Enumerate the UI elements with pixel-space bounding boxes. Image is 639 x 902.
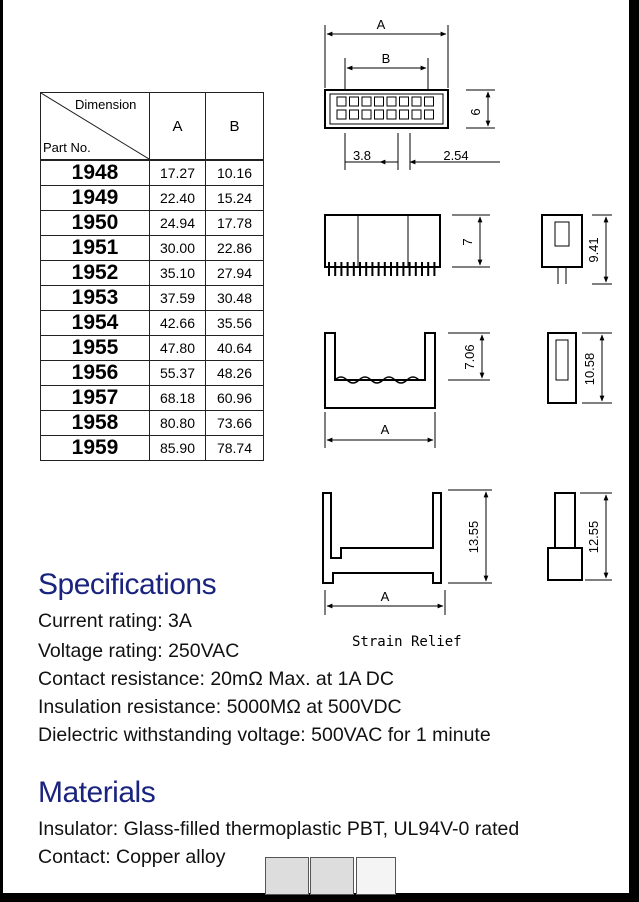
contact-pins: [328, 262, 435, 276]
contact-pin: [402, 262, 404, 276]
contact-slot: [387, 97, 396, 106]
part-number-cell: 1955: [41, 336, 150, 361]
spec-line-4: Insulation resistance: 5000MΩ at 500VDC: [38, 696, 402, 718]
dimension-b-cell: 40.64: [206, 336, 264, 361]
dimension-a-cell: 30.00: [150, 236, 206, 261]
table-row: [41, 386, 264, 411]
dimension-a-cell: 17.27: [150, 160, 206, 186]
contact-slot: [400, 97, 409, 106]
part-number-cell: 1956: [41, 361, 150, 386]
part-number-cell: 1954: [41, 311, 150, 336]
dimension-b-cell: 73.66: [206, 411, 264, 436]
contact-pin: [328, 262, 330, 276]
dim-label-b-top: B: [381, 51, 391, 66]
spec-line-1: Current rating: 3A: [38, 610, 192, 632]
connector-drawing: [300, 10, 620, 640]
strain-relief-side: [555, 493, 575, 548]
dimension-b-cell: 10.16: [206, 160, 264, 186]
header-part-label: Part No.: [43, 140, 91, 155]
part-number-cell: 1953: [41, 286, 150, 311]
contact-pin: [365, 262, 367, 276]
part-number-cell: 1950: [41, 211, 150, 236]
contact-pin: [347, 262, 349, 276]
contact-pin: [378, 262, 380, 276]
header-a: A: [150, 93, 206, 161]
contact-pin: [421, 262, 423, 276]
product-thumbnail-2[interactable]: [310, 857, 354, 895]
spec-line-3: Contact resistance: 20mΩ Max. at 1A DC: [38, 668, 394, 690]
contact-pin: [384, 262, 386, 276]
contact-pin: [340, 262, 342, 276]
table-row: [41, 436, 264, 461]
side-view-body: [542, 215, 582, 267]
materials-title: Materials: [38, 776, 156, 809]
dim-label-6: 6: [468, 108, 483, 116]
dimension-b-cell: 27.94: [206, 261, 264, 286]
table-row: [41, 236, 264, 261]
part-number-cell: 1959: [41, 436, 150, 461]
dimension-a-cell: 47.80: [150, 336, 206, 361]
front-view-body: [325, 215, 440, 267]
table-row: [41, 361, 264, 386]
contact-pin: [390, 262, 392, 276]
dimension-a-cell: 22.40: [150, 186, 206, 211]
dimension-a-cell: 37.59: [150, 286, 206, 311]
contact-slot: [362, 110, 371, 119]
strain-relief-caption: Strain Relief: [352, 634, 462, 650]
cover-view-body: [325, 333, 435, 408]
dimension-b-cell: 15.24: [206, 186, 264, 211]
dimension-b-cell: 35.56: [206, 311, 264, 336]
contact-pin: [396, 262, 398, 276]
contact-slot: [400, 110, 409, 119]
dim-label-10-58: 10.58: [582, 352, 597, 386]
contact-slot: [387, 110, 396, 119]
dimension-b-cell: 78.74: [206, 436, 264, 461]
dim-label-a-top: A: [376, 17, 386, 32]
materials-line-2: Contact: Copper alloy: [38, 846, 226, 868]
part-number-cell: 1948: [41, 160, 150, 186]
frame-left-border: [0, 0, 3, 902]
contact-slot: [375, 97, 384, 106]
table-row: [41, 286, 264, 311]
table-row: [41, 211, 264, 236]
contact-pin: [433, 262, 435, 276]
table-row: [41, 160, 264, 186]
table-header-row: [41, 93, 264, 161]
specifications-title: Specifications: [38, 568, 217, 601]
contact-pin: [427, 262, 429, 276]
contact-slot: [337, 110, 346, 119]
contact-slot: [412, 110, 421, 119]
dimension-table: [40, 92, 264, 461]
materials-line-1: Insulator: Glass-filled thermoplastic PBT, UL94V-0 rated: [38, 818, 520, 840]
dim-label-a-cover: A: [380, 422, 390, 437]
header-dimension-label: Dimension: [75, 97, 137, 112]
part-number-cell: 1951: [41, 236, 150, 261]
dimension-b-cell: 60.96: [206, 386, 264, 411]
dimension-a-cell: 68.18: [150, 386, 206, 411]
spec-line-5: Dielectric withstanding voltage: 500VAC for 1 minute: [38, 724, 491, 746]
dim-label-12-55: 12.55: [586, 520, 601, 554]
dimension-a-cell: 24.94: [150, 211, 206, 236]
dimension-a-cell: 42.66: [150, 311, 206, 336]
contact-pin: [409, 262, 411, 276]
spec-line-2: Voltage rating: 250VAC: [38, 640, 240, 662]
dim-label-3-8: 3.8: [352, 148, 372, 163]
contact-slot: [425, 110, 434, 119]
table-row: [41, 186, 264, 211]
contact-slot: [350, 110, 359, 119]
dim-label-9-41: 9.41: [586, 237, 601, 263]
product-thumbnail-1[interactable]: [265, 857, 309, 895]
dimension-b-cell: 22.86: [206, 236, 264, 261]
dim-label-13-55: 13.55: [466, 520, 481, 554]
strain-relief-body: [323, 493, 441, 583]
contact-slot: [337, 97, 346, 106]
contact-pin: [353, 262, 355, 276]
dimension-a-cell: 80.80: [150, 411, 206, 436]
contact-pin: [359, 262, 361, 276]
dim-label-7: 7: [460, 238, 475, 246]
dim-label-a-strain: A: [380, 589, 390, 604]
dimension-b-cell: 48.26: [206, 361, 264, 386]
table-row: [41, 336, 264, 361]
contact-pin: [371, 262, 373, 276]
dimension-b-cell: 17.78: [206, 211, 264, 236]
product-thumbnail-3[interactable]: [356, 857, 396, 895]
contact-slot: [362, 97, 371, 106]
cover-side-body: [548, 333, 576, 403]
top-view-body: [325, 90, 448, 128]
contact-slot: [375, 110, 384, 119]
part-number-cell: 1952: [41, 261, 150, 286]
part-number-cell: 1957: [41, 386, 150, 411]
part-number-cell: 1958: [41, 411, 150, 436]
contact-slot: [350, 97, 359, 106]
table-row: [41, 261, 264, 286]
table-row: [41, 311, 264, 336]
contact-slots: [337, 97, 434, 119]
dim-label-2-54: 2.54: [443, 148, 469, 163]
dim-label-7-06: 7.06: [462, 344, 477, 370]
table-row: [41, 411, 264, 436]
part-number-cell: 1949: [41, 186, 150, 211]
header-b: B: [206, 93, 264, 161]
frame-right-border: [629, 0, 639, 902]
dimension-a-cell: 85.90: [150, 436, 206, 461]
dimension-a-cell: 55.37: [150, 361, 206, 386]
contact-slot: [425, 97, 434, 106]
header-diagonal-cell: [41, 93, 150, 161]
contact-slot: [412, 97, 421, 106]
contact-pin: [415, 262, 417, 276]
dimension-b-cell: 30.48: [206, 286, 264, 311]
contact-pin: [334, 262, 336, 276]
dimension-a-cell: 35.10: [150, 261, 206, 286]
